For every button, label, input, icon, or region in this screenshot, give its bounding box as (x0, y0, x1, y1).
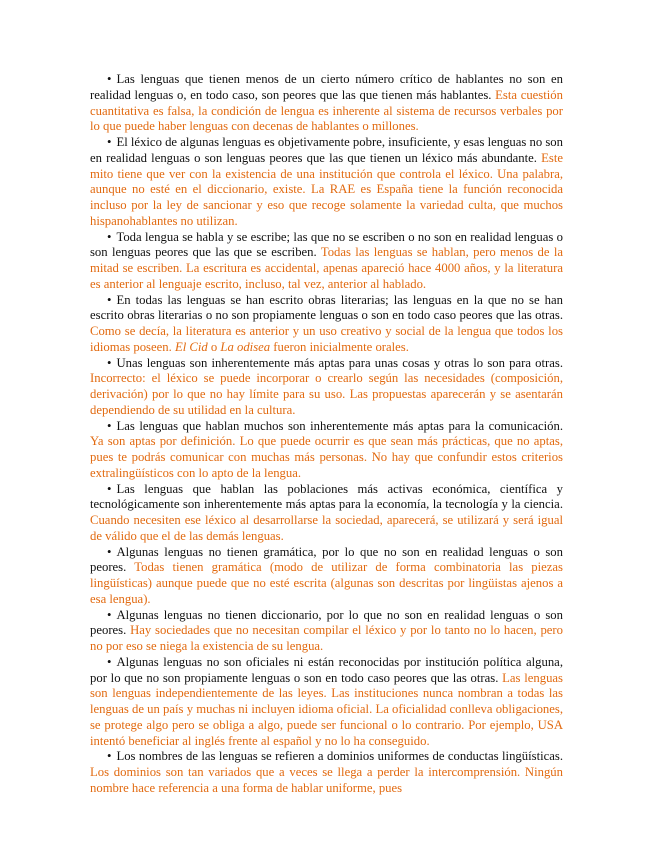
claim-text: Las lenguas que hablan las poblaciones más activas económica, científica y tecnológicamente son inherentemente más aptas para la economía, la tecnología y la ciencia. (90, 481, 563, 512)
bullet: • (107, 229, 112, 244)
list-item-7 (90, 482, 563, 545)
claim-text: Las lenguas que hablan muchos son inherentemente más aptas para la comunicación. (116, 418, 563, 433)
bullet: • (107, 418, 112, 433)
list-item-3 (90, 230, 563, 293)
list-item-11 (90, 749, 563, 796)
comment-text: Cuando necesiten ese léxico al desarrollarse la sociedad, aparecerá, se utilizará y será igual de válido que el de las demás lenguas. (90, 513, 563, 543)
list-item-9 (90, 608, 563, 655)
comment-text: Todas tienen gramática (modo de utilizar de forma combinatoria las piezas lingüísticas) aunque puede que no esté escrita (algunas son descritas por lingüistas ajenos a esa lengua). (90, 560, 563, 606)
list-item-5 (90, 356, 563, 419)
comment-text: Este mito tiene que ver con la existencia de una institución que controla el léxico. Una palabra, aunque no esté en el diccionario, existe. La RAE es España tiene la función reconocida incluso por la ley de sancionar y eso que recoge solamente la variedad culta, que muchos hispanohablantes no utilizan. (90, 150, 564, 228)
bullet: • (107, 355, 112, 370)
list-item-6 (90, 419, 563, 482)
bullet: • (107, 654, 112, 669)
claim-text: Los nombres de las lenguas se refieren a dominios uniformes de conductas lingüísticas. (116, 749, 563, 764)
comment-block (90, 324, 563, 354)
comment-text: Los dominios son tan variados que a veces se llega a perder la intercomprensión. Ningún nombre hace referencia a una forma de hablar uniforme, pues (90, 765, 563, 795)
comment-text: Ya son aptas por definición. Lo que puede ocurrir es que sean más prácticas, que no aptas, pues te podrás comunicar con muchas más personas. No hay que confundir estos criterios extralingüísticos con lo apto de la lengua. (90, 434, 563, 480)
claim-text: Unas lenguas son inherentemente más aptas para unas cosas y otras lo son para otras. (116, 355, 563, 370)
claim-text: Algunas lenguas no son oficiales ni están reconocidas por institución política alguna, por lo que no son propiamente lenguas o son en todo caso peores que las otras. (90, 654, 563, 685)
list-item-1 (90, 72, 563, 135)
claim-text: En todas las lenguas se han escrito obras literarias; las lenguas en la que no se han escrito obras literarias o no son propiamente lenguas o son en todo caso peores que las otras. (90, 292, 563, 323)
claim-text: Toda lengua se habla y se escribe; las que no se escriben o no son en realidad lenguas o son lenguas peores que las que se escriben. (90, 229, 563, 260)
bullet: • (107, 72, 112, 86)
claim-text: Las lenguas que tienen menos de un cierto número crítico de hablantes no son en realidad lenguas o, en todo caso, son peores que las que tienen más hablantes. (90, 72, 563, 102)
comment-text: Todas las lenguas se hablan, pero menos de la mitad se escriben. La escritura es accidental, apenas apareció hace 4000 años, y la literatura es anterior al lenguaje escrito, incluso, tal vez, anterior al hablado. (90, 245, 563, 291)
claim-text: Algunas lenguas no tienen gramática, por lo que no son en realidad lenguas o son peores. (90, 544, 563, 575)
work-title-odisea: La odisea (220, 339, 271, 354)
claim-text: El léxico de algunas lenguas es objetivamente pobre, insuficiente, y esas lenguas no son en realidad lenguas o son lenguas peores que las que tienen un léxico más abundante. (90, 135, 563, 165)
bullet: • (107, 292, 112, 307)
bullet: • (107, 544, 112, 559)
list-item-8 (90, 545, 563, 608)
comment-conjunction: o (210, 339, 218, 354)
bullet: • (107, 749, 112, 764)
comment-text: Hay sociedades que no necesitan compilar el léxico y por lo tanto no lo hacen, pero no por eso se niega la existencia de su lengua. (90, 623, 564, 653)
claim-text: Algunas lenguas no tienen diccionario, por lo que no son en realidad lenguas o son peores. (90, 607, 563, 638)
comment-text: Como se decía, la literatura es anterior y un uso creativo y social de la lengua que todos los idiomas poseen. (90, 324, 563, 354)
document-page (90, 72, 563, 797)
work-title-cid: El Cid (174, 339, 208, 354)
list-item-2 (90, 135, 563, 230)
comment-text: Incorrecto: el léxico se puede incorporar o crearlo según las necesidades (composición, derivación) por lo que no hay límite para su uso. Las propuestas aparecerán y se asentarán dependiendo de su utilidad en la cultura. (90, 371, 563, 417)
comment-text: Esta cuestión cuantitativa es falsa, la condición de lengua es inherente al sistema de recursos verbales por lo que puede haber lenguas con decenas de hablantes o millones. (90, 87, 563, 134)
list-item-10 (90, 655, 563, 750)
bullet: • (107, 607, 112, 622)
comment-text-end: fueron inicialmente orales. (273, 339, 409, 354)
list-item-4 (90, 293, 563, 356)
comment-text: Las lenguas son lenguas independientemente de las leyes. Las instituciones nunca nombran a todas las lenguas de un país y muchas ni incluyen idioma oficial. La oficialidad conlleva obligaciones, se protege algo pero se obliga a algo, puede ser funcional o lo contrario. Por ejemplo, USA intentó beneficiar al inglés frente al español y no lo ha conseguido. (90, 670, 563, 748)
bullet: • (107, 135, 112, 149)
bullet: • (107, 481, 112, 496)
